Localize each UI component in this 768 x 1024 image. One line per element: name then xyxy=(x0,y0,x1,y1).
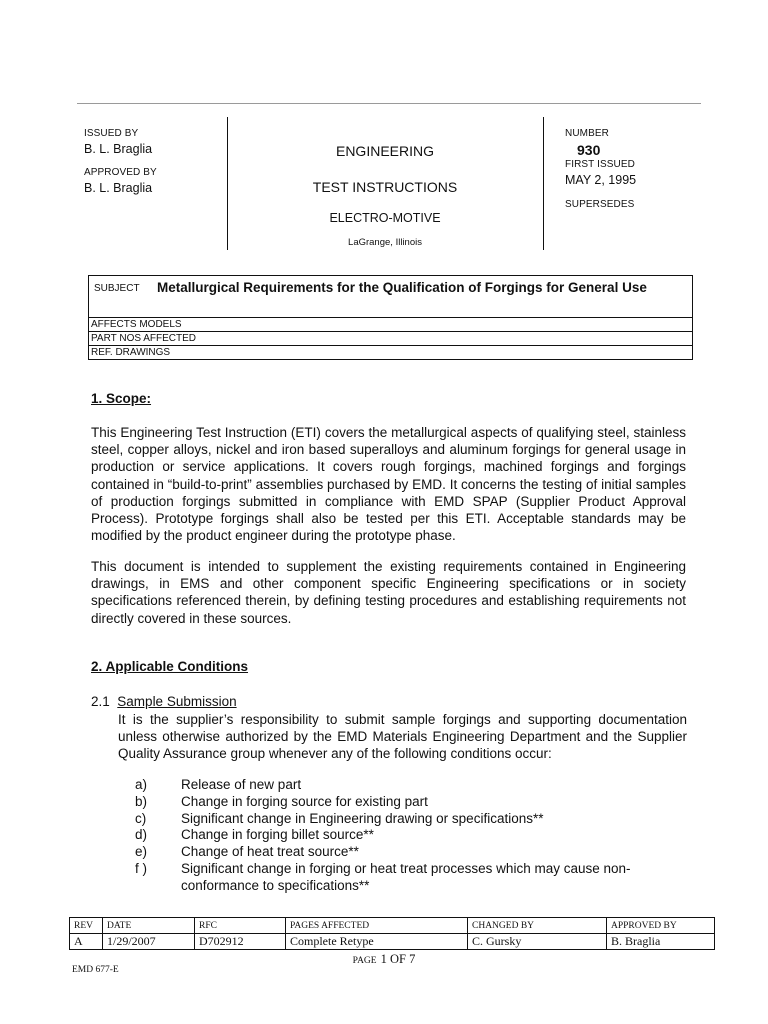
subject-label: SUBJECT xyxy=(94,283,140,294)
rev-header: REV xyxy=(70,918,103,934)
applicable-conditions-heading: 2. Applicable Conditions xyxy=(91,659,249,674)
approved-by-label: APPROVED BY xyxy=(84,167,157,178)
list-marker: b) xyxy=(135,793,148,809)
affects-models-row: AFFECTS MODELS xyxy=(89,318,692,332)
list-text: Change in forging billet source** xyxy=(181,827,374,843)
scope-heading: 1. Scope: xyxy=(91,391,152,406)
list-item xyxy=(135,844,695,861)
list-text: Release of new part xyxy=(181,777,302,792)
list-text: Significant change in forging or heat treat processes which may cause non-conformance to specifications** xyxy=(181,860,631,893)
list-text: Significant change in Engineering drawing or specifications** xyxy=(181,810,544,826)
subsection-number: 2.1 xyxy=(91,694,110,709)
rfc-header: RFC xyxy=(195,918,286,934)
list-item xyxy=(135,811,695,828)
revision-value-row xyxy=(70,934,715,950)
date-value: 1/29/2007 xyxy=(103,934,195,950)
pages-affected-value: Complete Retype xyxy=(286,934,468,950)
scope-paragraph-1: This Engineering Test Instruction (ETI) covers the metallurgical aspects of qualifying steel, stainless steel, copper alloys, nickel and iron based superalloys and aluminum forgings for general usage in production or service applications. It covers rough forgings, machined forgings and forgings contained in “build-to-print” assemblies purchased by EMD. It concerns the testing of initial samples of production forgings submitted in compliance with EMD SPAP (Supplier Product Approval Process). Prototype forgings shall also be tested per this ETI. Acceptable standards may be modified by the product engineer during the prototype phase. xyxy=(91,425,686,544)
header-divider-right xyxy=(543,117,544,250)
top-rule xyxy=(77,103,701,104)
revision-header-row xyxy=(70,918,715,934)
doc-line-test-instructions: TEST INSTRUCTIONS xyxy=(312,179,458,195)
pages-affected-header: PAGES AFFECTED xyxy=(286,918,468,934)
list-marker: c) xyxy=(135,810,147,826)
number-label: NUMBER xyxy=(565,128,609,139)
ref-drawings-row: REF. DRAWINGS xyxy=(91,347,171,358)
form-id: EMD 677-E xyxy=(72,965,119,975)
doc-line-engineering: ENGINEERING xyxy=(335,143,434,159)
list-marker: f ) xyxy=(135,860,147,876)
list-item xyxy=(135,827,695,844)
page-label: PAGE xyxy=(352,956,377,966)
rfc-value: D702912 xyxy=(195,934,286,950)
document-number: 930 xyxy=(577,142,601,158)
sample-submission-text: It is the supplier’s responsibility to submit sample forgings and supporting documentation unless otherwise authorized by the EMD Materials Engineering Department and the Supplier Quality Assurance group whenever any of the following conditions occur: xyxy=(118,712,687,762)
page-number: 1 OF 7 xyxy=(380,952,416,966)
subsection-title: Sample Submission xyxy=(117,694,237,709)
approved-by-header: APPROVED BY xyxy=(607,918,715,934)
date-header: DATE xyxy=(103,918,195,934)
list-text: Change in forging source for existing part xyxy=(181,793,428,809)
conditions-list xyxy=(135,777,695,895)
list-marker: d) xyxy=(135,827,148,843)
scope-paragraph-2: This document is intended to supplement the existing requirements contained in Engineering drawings, in EMS and other component specific Engineering specifications or in society specifications referenced therein, by defining testing procedures and establishing requirements not directly covered in these sources. xyxy=(91,559,686,626)
subject-box xyxy=(88,275,693,360)
issued-by-label: ISSUED BY xyxy=(84,128,139,139)
approved-by-value: B. L. Braglia xyxy=(84,181,153,195)
issued-by-value: B. L. Braglia xyxy=(84,142,153,156)
list-item xyxy=(135,861,695,895)
doc-location: LaGrange, Illinois xyxy=(348,237,422,248)
list-text: Change of heat treat source** xyxy=(181,844,359,860)
subject-title: Metallurgical Requirements for the Qualification of Forgings for General Use xyxy=(157,280,647,295)
doc-line-electro-motive: ELECTRO-MOTIVE xyxy=(329,211,441,225)
first-issued-label: FIRST ISSUED xyxy=(565,159,635,170)
subject-row xyxy=(89,276,692,318)
list-item xyxy=(135,777,695,794)
changed-by-header: CHANGED BY xyxy=(468,918,607,934)
supersedes-label: SUPERSEDES xyxy=(565,199,635,210)
list-item xyxy=(135,794,695,811)
approved-by-value: B. Braglia xyxy=(607,934,715,950)
changed-by-value: C. Gursky xyxy=(468,934,607,950)
list-marker: e) xyxy=(135,844,148,860)
list-marker: a) xyxy=(135,777,148,792)
part-nos-affected-row: PART NOS AFFECTED xyxy=(89,332,692,346)
first-issued-date: MAY 2, 1995 xyxy=(565,173,637,187)
revision-table xyxy=(69,917,715,950)
rev-value: A xyxy=(70,934,103,950)
sample-submission-heading xyxy=(91,694,237,709)
